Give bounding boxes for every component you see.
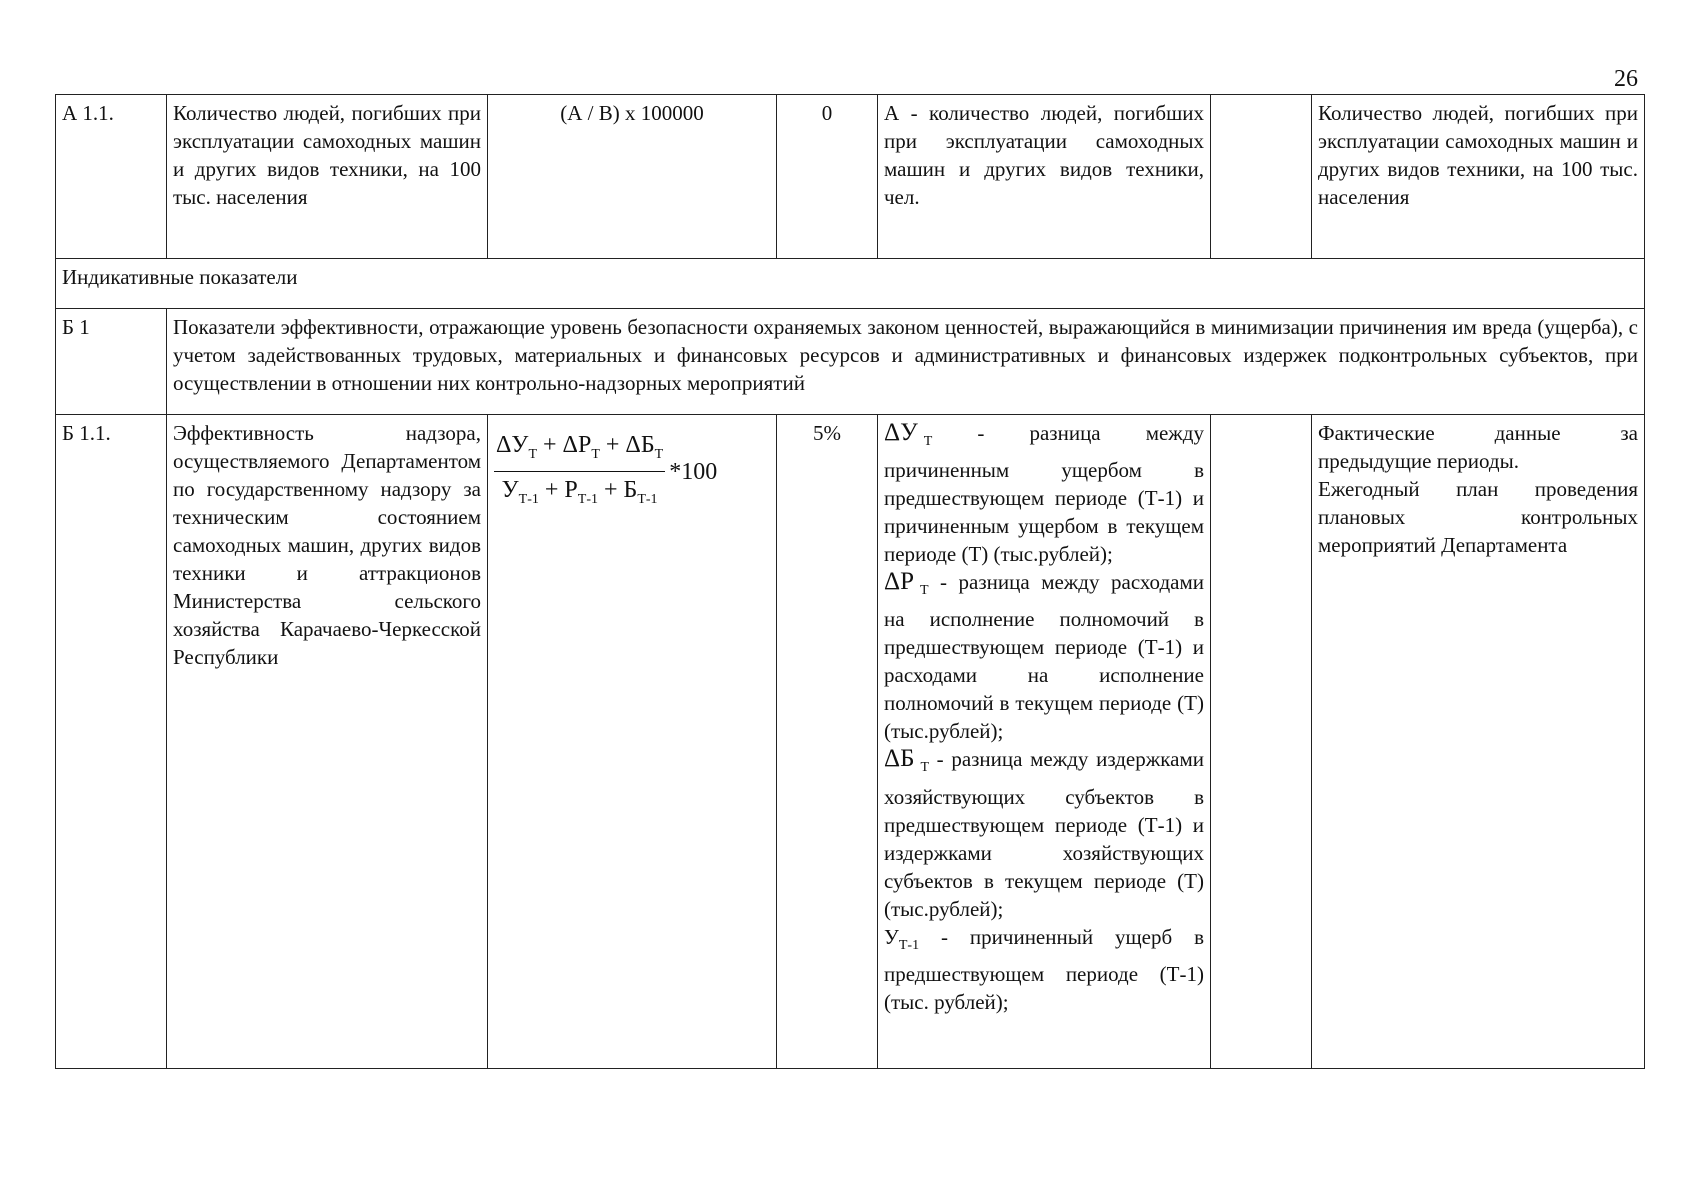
formula-numerator: $\Delta У_Т + \Delta Р_Т + \Delta Б_Т$ (494, 431, 665, 472)
row-b11-definitions (878, 415, 1211, 1069)
row-b11-source (1312, 415, 1645, 1069)
definition-delta-b: ΔБ $_Т$ - разница между издержками хозяйствующих субъектов в предшествующем периоде (Т-1) и издержками хозяйствующих субъектов в текущем периоде (Т) (тыс.рублей); (884, 745, 1204, 921)
table-row-a11 (56, 95, 1645, 259)
definition-u-prev: $У_{Т-1}$ - причиненный ущерб в предшествующем периоде (Т-1) (тыс. рублей); (884, 924, 1204, 1014)
row-a11-name: Количество людей, погибших при эксплуатации самоходных машин и других видов техники, на 100 тыс. населения (167, 95, 488, 259)
definition-delta-r: ΔР $_Т$ - разница между расходами на исполнение полномочий в предшествующем периоде (Т-1) и расходами на исполнение полномочий в текущем периоде (Т) (тыс.рублей); (884, 568, 1204, 744)
table-row-b11 (56, 415, 1645, 1069)
efficiency-formula (494, 431, 717, 514)
row-a11-empty (1211, 95, 1312, 259)
page-number: 26 (1614, 66, 1638, 92)
row-b11-name: Эффективность надзора, осуществляемого Департаментом по государственному надзору за техническим состоянием самоходных машин, других видов техники и аттракционов Министерства сельского хозяйства Карачаево-Черкесской Республики (167, 415, 488, 1069)
row-a11-target: 0 (777, 95, 878, 259)
row-b11-target: 5% (777, 415, 878, 1069)
row-a11-formula: (А / В) х 100000 (488, 95, 777, 259)
formula-fraction (494, 431, 665, 514)
formula-multiplier: *100 (669, 459, 718, 486)
indicators-table (55, 94, 1645, 1069)
row-a11-code: А 1.1. (56, 95, 167, 259)
row-b11-code: Б 1.1. (56, 415, 167, 1069)
row-a11-source: Количество людей, погибших при эксплуатации самоходных машин и других видов техники, на 100 тыс. населения (1312, 95, 1645, 259)
row-a11-description: А - количество людей, погибших при эксплуатации самоходных машин и других видов техники, чел. (878, 95, 1211, 259)
section-header: Индикативные показатели (56, 259, 1645, 309)
row-b11-empty (1211, 415, 1312, 1069)
row-b1-text: Показатели эффективности, отражающие уровень безопасности охраняемых законом ценностей, выражающийся в минимизации причинения им вреда (ущерба), с учетом задействованных трудовых, материальных и финансовых ресурсов и административных и финансовых издержек подконтрольных субъектов, при осуществлении в отношении них контрольно-надзорных мероприятий (167, 309, 1645, 415)
row-b1-code: Б 1 (56, 309, 167, 415)
section-header-row (56, 259, 1645, 309)
table-row-b1 (56, 309, 1645, 415)
formula-denominator: $У_{Т-1} + Р_{Т-1} + Б_{Т-1}$ (501, 476, 658, 507)
source-line-1: Фактические данные за предыдущие периоды. (1318, 421, 1638, 473)
row-b11-formula-cell (488, 415, 777, 1069)
definition-delta-u: ΔУ $_Т$ - разница между причиненным ущербом в предшествующем периоде (Т-1) и причиненным ущербом в текущем периоде (Т) (тыс.рублей); (884, 419, 1204, 567)
source-line-2: Ежегодный план проведения плановых контрольных мероприятий Департамента (1318, 477, 1638, 557)
